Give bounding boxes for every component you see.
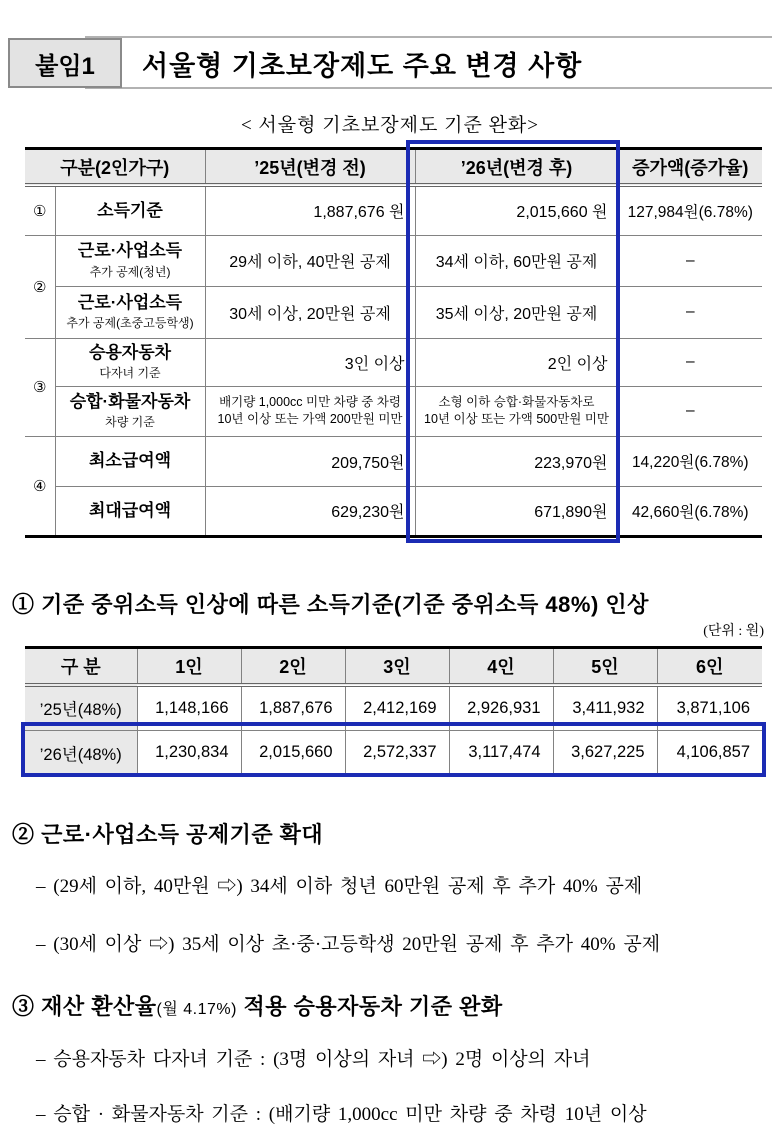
attachment-tag-box (8, 38, 122, 88)
header-2person: 2인 (241, 649, 345, 685)
row-label-cell (55, 185, 205, 235)
cell-y25: 209,750원 (205, 436, 415, 486)
row-label: 근로·사업소득 (77, 241, 183, 261)
header-year25: ’25년(변경 전) (205, 150, 415, 185)
row-sublabel: 차량 기준 (105, 415, 155, 430)
change-summary-table (25, 150, 762, 535)
value-5person: 3,411,932 (553, 685, 657, 730)
value-6person: 4,106,857 (657, 730, 762, 775)
unit-note: (단위 : 원) (703, 624, 764, 639)
section3-bullet-2: – 승합 · 화물자동차 기준 : (배기량 1,000cc 미만 차량 중 차령 10년 이상 (36, 1104, 647, 1125)
row-number: ① (25, 185, 55, 235)
row-sublabel: 추가 공제(초중고등학생) (66, 316, 194, 331)
table-row-y26 (25, 730, 762, 775)
table-row (25, 486, 762, 535)
table-caption: < 서울형 기초보장제도 기준 완화> (240, 115, 540, 136)
cell-y26: 671,890원 (415, 486, 618, 535)
cell-y25: 629,230원 (205, 486, 415, 535)
section3-bullet-1: – 승용자동차 다자녀 기준 : (3명 이상의 자녀 ⇨) 2명 이상의 자녀 (36, 1049, 591, 1070)
header-5person: 5인 (553, 649, 657, 685)
cell-diff: – (618, 338, 762, 386)
value-2person: 1,887,676 (241, 685, 345, 730)
value-1person: 1,230,834 (137, 730, 241, 775)
row-number: ④ (25, 436, 55, 535)
value-1person: 1,148,166 (137, 685, 241, 730)
row-label-cell (55, 386, 205, 436)
header-6person: 6인 (657, 649, 762, 685)
cell-y25 (205, 386, 415, 436)
row-label: 승용자동차 (88, 342, 172, 362)
section2-heading: ② 근로·사업소득 공제기준 확대 (12, 822, 324, 847)
row-label: 승합·화물자동차 (69, 391, 191, 411)
section3-heading (12, 990, 503, 1021)
table-row (25, 436, 762, 486)
cell-y25: 1,887,676 원 (205, 185, 415, 235)
cell-diff: – (618, 286, 762, 338)
cell-line: 소형 이하 승합·화물자동차로 (438, 394, 595, 409)
header-increase: 증가액(증가율) (618, 150, 762, 185)
cell-line: 배기량 1,000cc 미만 차량 중 차령 (219, 394, 401, 409)
row-label-cell (55, 436, 205, 486)
row-label: 근로·사업소득 (77, 292, 183, 312)
cell-y26 (415, 386, 618, 436)
header-3person: 3인 (345, 649, 449, 685)
table-row-y25 (25, 685, 762, 730)
section2-bullet-1: – (29세 이하, 40만원 ⇨) 34세 이하 청년 60만원 공제 후 추가 40% 공제 (36, 876, 643, 897)
header-1person: 1인 (137, 649, 241, 685)
row-label: ’26년(48%) (25, 730, 137, 775)
row-label: ’25년(48%) (25, 685, 137, 730)
value-3person: 2,412,169 (345, 685, 449, 730)
header-year26: ’26년(변경 후) (415, 150, 618, 185)
table-row (25, 185, 762, 235)
value-4person: 2,926,931 (449, 685, 553, 730)
value-6person: 3,871,106 (657, 685, 762, 730)
section3-heading-rest: 적용 승용자동차 기준 완화 (236, 994, 503, 1019)
cell-y25: 29세 이하, 40만원 공제 (205, 235, 415, 286)
table-row (25, 286, 762, 338)
header-category: 구 분 (25, 649, 137, 685)
income-standard-table (25, 649, 762, 775)
value-2person: 2,015,660 (241, 730, 345, 775)
cell-diff: 14,220원(6.78%) (618, 436, 762, 486)
row-label-cell (55, 338, 205, 386)
cell-y25: 30세 이상, 20만원 공제 (205, 286, 415, 338)
table-header-row (25, 649, 762, 685)
cell-diff: – (618, 235, 762, 286)
value-5person: 3,627,225 (553, 730, 657, 775)
header-rule-bottom (85, 87, 772, 89)
value-3person: 2,572,337 (345, 730, 449, 775)
table-header-row (25, 150, 762, 185)
income-standard-table-wrap (25, 646, 762, 777)
table-row (25, 235, 762, 286)
row-sublabel: 다자녀 기준 (99, 366, 161, 381)
header-category: 구분(2인가구) (25, 150, 205, 185)
cell-y26: 2,015,660 원 (415, 185, 618, 235)
header-rule-top (85, 36, 772, 38)
change-summary-table-wrap (25, 147, 762, 538)
section1-heading: ① 기준 중위소득 인상에 따른 소득기준(기준 중위소득 48%) 인상 (12, 592, 649, 617)
row-label-cell (55, 235, 205, 286)
cell-diff: 127,984원(6.78%) (618, 185, 762, 235)
cell-diff: – (618, 386, 762, 436)
table-row (25, 386, 762, 436)
row-number: ② (25, 235, 55, 338)
section3-heading-main: ③ 재산 환산율 (12, 994, 157, 1019)
attachment-tag-label: 붙임1 (35, 52, 95, 80)
cell-line: 10년 이상 또는 가액 200만원 미만 (217, 412, 403, 426)
cell-y26: 34세 이하, 60만원 공제 (415, 235, 618, 286)
section3-heading-small: (월 4.17%) (156, 1001, 237, 1018)
cell-line: 10년 이상 또는 가액 500만원 미만 (424, 412, 609, 426)
cell-diff: 42,660원(6.78%) (618, 486, 762, 535)
row-label-cell (55, 486, 205, 535)
row-number: ③ (25, 338, 55, 436)
row-label-cell (55, 286, 205, 338)
value-4person: 3,117,474 (449, 730, 553, 775)
cell-y26: 2인 이상 (415, 338, 618, 386)
cell-y26: 35세 이상, 20만원 공제 (415, 286, 618, 338)
table-row (25, 338, 762, 386)
cell-y25: 3인 이상 (205, 338, 415, 386)
row-sublabel: 추가 공제(청년) (89, 264, 171, 279)
row-label: 최대급여액 (88, 500, 172, 520)
row-label: 최소급여액 (88, 451, 172, 471)
page-title: 서울형 기초보장제도 주요 변경 사항 (142, 51, 583, 81)
cell-y26: 223,970원 (415, 436, 618, 486)
section2-bullet-2: – (30세 이상 ⇨) 35세 이상 초·중·고등학생 20만원 공제 후 추가 40% 공제 (36, 934, 661, 955)
row-label: 소득기준 (97, 200, 163, 220)
header-4person: 4인 (449, 649, 553, 685)
